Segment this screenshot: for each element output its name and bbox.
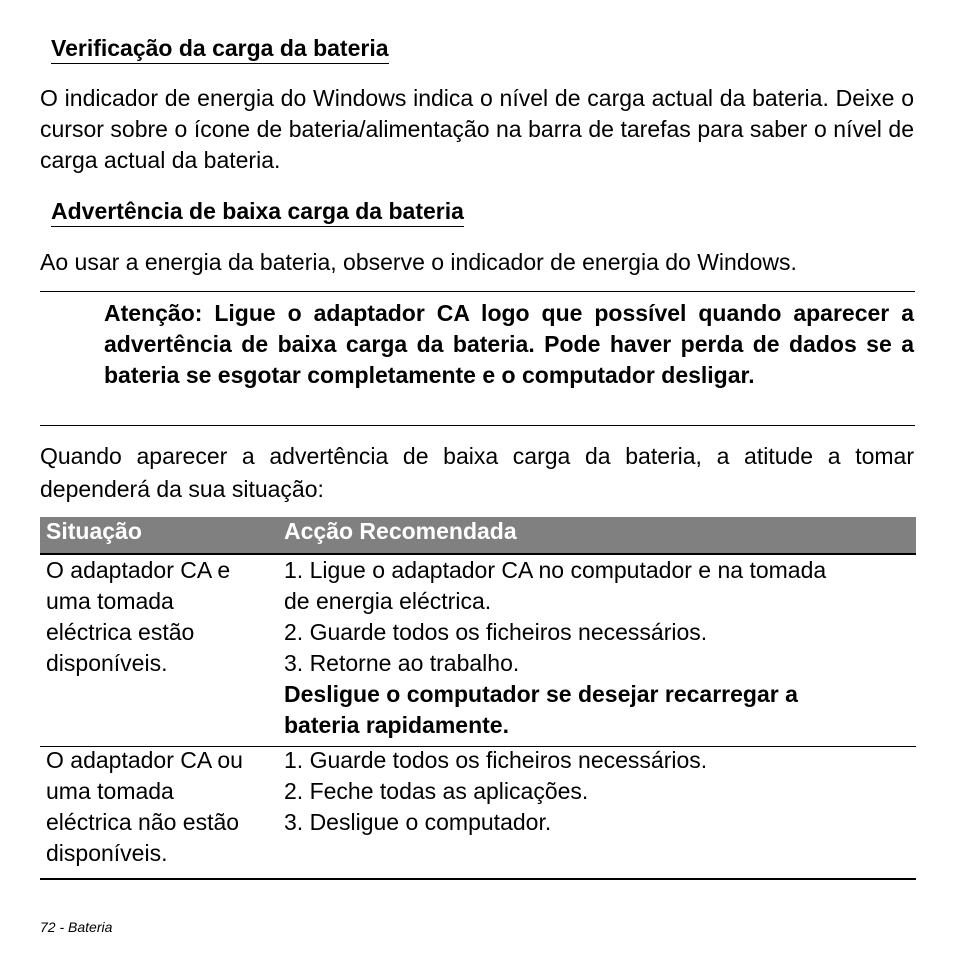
cell-line: uma tomada [46, 778, 174, 804]
caution-bottom-rule [40, 425, 915, 426]
situation-intro-paragraph: Quando aparecer a advertência de baixa carga da bateria, a atitude a tomar dependerá da sua situação: [40, 443, 914, 502]
cell-line: O adaptador CA ou [46, 747, 243, 773]
situation-cell [46, 745, 278, 869]
cell-line: 2. Feche todas as aplicações. [284, 778, 589, 804]
cell-line: de energia eléctrica. [284, 588, 492, 614]
cell-line: 1. Guarde todos os ficheiros necessários. [284, 747, 708, 773]
cell-line: eléctrica estão [46, 619, 195, 645]
table-row [40, 747, 916, 880]
battery-check-paragraph: O indicador de energia do Windows indica o nível de carga actual da bateria. Deixe o cursor sobre o ícone de bateria/alimentação na barra de tarefas para saber o nível de carga actual da bateria. [40, 85, 914, 173]
header-recommended-action: Acção Recomendada [284, 518, 517, 544]
cell-line: uma tomada [46, 588, 174, 614]
table-row [40, 555, 916, 747]
cell-line: disponíveis. [46, 840, 168, 866]
cell-line-bold: Desligue o computador se desejar recarregar a [284, 681, 798, 707]
cell-line: 3. Desligue o computador. [284, 809, 552, 835]
cell-line: 1. Ligue o adaptador CA no computador e na tomada [284, 557, 827, 583]
recommended-action-table [40, 517, 916, 880]
low-battery-paragraph: Ao usar a energia da bateria, observe o indicador de energia do Windows. [40, 249, 797, 275]
cell-line: 2. Guarde todos os ficheiros necessários. [284, 619, 708, 645]
action-cell [284, 555, 914, 741]
cell-line: disponíveis. [46, 650, 168, 676]
cell-line-bold: bateria rapidamente. [284, 712, 509, 738]
section-heading-low-battery-warning: Advertência de baixa carga da bateria [51, 198, 464, 227]
cell-line: eléctrica não estão [46, 809, 240, 835]
table-header [40, 517, 916, 555]
cell-line: 3. Retorne ao trabalho. [284, 650, 520, 676]
section-heading-battery-check: Verificação da carga da bateria [51, 35, 389, 64]
header-situation: Situação [46, 518, 142, 544]
page-footer: 72 - Bateria [40, 919, 113, 935]
action-cell [284, 745, 914, 838]
cell-line: O adaptador CA e [46, 557, 231, 583]
caution-top-rule [40, 291, 915, 292]
situation-cell [46, 555, 278, 679]
caution-note: Atenção: Ligue o adaptador CA logo que possível quando aparecer a advertência de baixa carga da bateria. Pode haver perda de dados se a bateria se esgotar completamente e o computador desligar. [104, 300, 914, 388]
